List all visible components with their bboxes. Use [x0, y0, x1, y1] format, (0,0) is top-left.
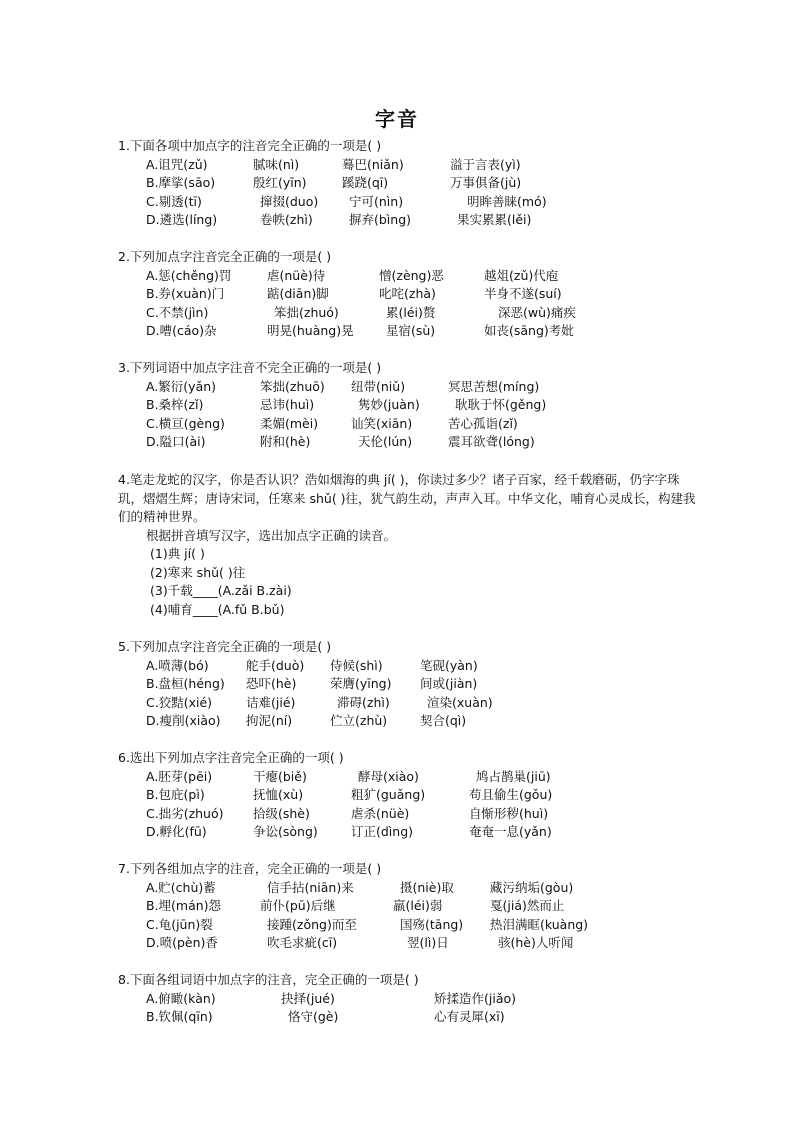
option-item: D.喷(pèn)香	[146, 935, 218, 950]
option-item: 附和(hè)	[260, 434, 311, 449]
option-item: A.诅咒(zǔ)	[146, 156, 208, 172]
option-row	[118, 786, 718, 805]
question-8	[118, 971, 718, 1027]
option-row	[118, 415, 718, 434]
option-item: 羸(léi)弱	[393, 898, 443, 913]
sub-question: (3)千载____(A.zǎi B.zài)	[150, 583, 292, 598]
option-item: 间或(jiàn)	[420, 676, 478, 691]
question-instruction: 根据拼音填写汉字，选出加点字正确的读音。	[146, 527, 397, 543]
question-5	[118, 638, 718, 731]
option-item: 笔砚(yàn)	[420, 657, 478, 673]
sub-question: (4)哺育____(A.fǔ B.bǔ)	[150, 601, 285, 617]
option-item: 热泪满眶(kuàng)	[490, 916, 589, 932]
option-item: A.俯瞰(kàn)	[146, 990, 216, 1006]
option-item: A.胚芽(pēi)	[146, 768, 213, 784]
option-item: 摒弃(bìng)	[349, 212, 412, 227]
option-item: 自惭形秽(huì)	[469, 805, 549, 821]
option-item: 翌(lì)日	[407, 935, 449, 950]
option-item: 隽妙(juàn)	[358, 397, 420, 412]
option-item: 耿耿于怀(gěng)	[455, 397, 547, 412]
question-stem: 6.选出下列加点字注音完全正确的一项( )	[118, 750, 344, 765]
option-item: 蹊跷(qī)	[342, 175, 389, 190]
question-7	[118, 860, 718, 953]
option-item: 虐(nüè)待	[267, 267, 326, 283]
option-item: A.喷薄(bó)	[146, 657, 209, 673]
question-1	[118, 137, 718, 230]
option-item: 舵手(duò)	[246, 657, 305, 673]
option-item: 冥思苦想(míng)	[448, 378, 540, 394]
option-item: 震耳欲聋(lóng)	[448, 434, 535, 449]
option-row	[118, 304, 718, 323]
option-item: 接踵(zǒng)而至	[267, 916, 357, 932]
option-row	[118, 897, 718, 916]
option-item: 踮(diān)脚	[267, 286, 329, 301]
option-item: B.盘桓(héng)	[146, 676, 225, 691]
option-item: 撺掇(duo)	[260, 193, 319, 209]
option-item: 信手拈(niān)来	[267, 879, 354, 895]
option-item: 累(léi)赘	[386, 304, 436, 320]
option-item: C.不禁(jìn)	[146, 304, 209, 320]
question-stem: 1.下面各项中加点字的注音完全正确的一项是( )	[118, 138, 382, 153]
option-item: 半身不遂(suí)	[484, 286, 562, 301]
option-item: 抉择(jué)	[281, 990, 335, 1006]
page-title: 字音	[375, 107, 419, 131]
option-item: 明晃(huàng)晃	[267, 323, 354, 338]
option-item: 前仆(pū)后继	[260, 898, 336, 913]
option-item: C.龟(jūn)裂	[146, 916, 213, 932]
option-item: 笨拙(zhuō)	[260, 378, 325, 394]
question-stem: 4.笔走龙蛇的汉字，你是否认识？浩如烟海的典 jí( )，你读过多少？诸子百家，经千载磨砺，仍字字珠玑，熠熠生辉；唐诗宋词，任寒来 shǔ( )往，犹气韵生动，声声入耳。中华文化，哺育心灵成长，构建我们的精神世界。	[118, 472, 696, 524]
option-item: B.埋(mán)怨	[146, 898, 222, 913]
option-item: 果实累累(lěi)	[457, 212, 532, 227]
option-row	[118, 193, 718, 212]
option-item: A.繁衍(yǎn)	[146, 378, 217, 394]
option-item: 滞碍(zhì)	[337, 694, 390, 710]
option-item: 讪笑(xiān)	[351, 415, 413, 431]
option-item: 忌讳(huì)	[260, 397, 315, 412]
question-stem: 5.下列加点字注音完全正确的一项是( )	[118, 639, 332, 654]
option-item: 争讼(sòng)	[253, 824, 318, 839]
option-item: D.遴选(líng)	[146, 212, 218, 227]
option-item: 万事俱备(jù)	[450, 175, 522, 190]
option-row	[118, 694, 718, 713]
option-row	[118, 433, 718, 452]
question-6	[118, 749, 718, 842]
option-row	[118, 211, 718, 230]
option-item: 殷红(yīn)	[253, 175, 307, 190]
option-row	[118, 675, 718, 694]
option-item: 伫立(zhù)	[330, 713, 388, 728]
option-item: 骇(hè)人听闻	[498, 935, 574, 950]
question-stem: 3.下列词语中加点字注音不完全正确的一项是( )	[118, 360, 382, 375]
option-item: 心有灵犀(xī)	[434, 1009, 505, 1024]
option-item: 摄(niè)取	[400, 879, 454, 895]
question-4	[118, 471, 708, 619]
option-item: 国殇(tāng)	[400, 916, 464, 932]
option-item: 越俎(zǔ)代庖	[484, 267, 559, 283]
option-item: 天伦(lún)	[358, 434, 413, 449]
option-row	[118, 768, 718, 787]
option-item: 拾级(shè)	[253, 805, 310, 821]
option-row	[118, 322, 718, 341]
option-row	[118, 934, 718, 953]
option-item: 溢于言表(yì)	[450, 156, 521, 172]
option-row	[118, 267, 718, 286]
option-item: 笨拙(zhuó)	[274, 304, 339, 320]
option-item: 干瘪(biě)	[253, 768, 307, 784]
option-item: 苟且偷生(gǒu)	[469, 787, 553, 802]
option-item: B.券(xuàn)门	[146, 286, 225, 301]
option-item: 戛(jiá)然而止	[490, 898, 565, 913]
option-item: 荣膺(yīng)	[330, 676, 392, 691]
option-item: 订正(dìng)	[351, 824, 414, 839]
option-item: A.贮(chù)蓄	[146, 879, 216, 895]
option-item: 苦心孤诣(zǐ)	[448, 415, 518, 431]
option-item: 深恶(wù)痛疾	[498, 304, 576, 320]
sub-question: (1)典 jí( )	[150, 546, 205, 561]
option-item: 蓦巴(niǎn)	[342, 156, 404, 172]
option-row	[118, 174, 718, 193]
option-item: 藏污纳垢(gòu)	[490, 879, 574, 895]
option-item: 酵母(xiào)	[358, 768, 419, 784]
option-row	[118, 657, 718, 676]
question-3	[118, 359, 718, 452]
option-item: 虐杀(nüè)	[351, 805, 410, 821]
option-row	[118, 285, 718, 304]
option-row	[118, 879, 718, 898]
option-item: 抚恤(xù)	[253, 787, 304, 802]
option-item: 矫揉造作(jiǎo)	[434, 990, 517, 1006]
option-item: D.瘦削(xiào)	[146, 713, 221, 728]
option-item: B.钦佩(qīn)	[146, 1009, 213, 1024]
option-item: C.剔透(tī)	[146, 193, 202, 209]
option-row	[118, 712, 718, 731]
option-item: 恪守(gè)	[288, 1009, 339, 1024]
option-item: D.隘口(ài)	[146, 434, 206, 449]
option-row	[118, 1008, 718, 1027]
option-row	[118, 396, 718, 415]
option-item: 柔媚(mèi)	[260, 415, 319, 431]
option-item: 粗犷(guǎng)	[351, 787, 426, 802]
option-item: 腻味(nì)	[253, 156, 300, 172]
option-row	[118, 805, 718, 824]
question-stem: 2.下列加点字注音完全正确的一项是( )	[118, 249, 332, 264]
option-row	[118, 990, 718, 1009]
option-item: 拘泥(ní)	[246, 713, 293, 728]
option-item: B.桑梓(zǐ)	[146, 397, 204, 412]
option-item: 契合(qì)	[420, 713, 467, 728]
option-row	[118, 823, 718, 842]
option-item: 渲染(xuàn)	[427, 694, 493, 710]
option-row	[118, 916, 718, 935]
option-item: 鸠占鹊巢(jiū)	[476, 768, 551, 784]
option-row	[118, 156, 718, 175]
option-item: 星宿(sù)	[386, 323, 436, 338]
option-item: 侍候(shì)	[330, 657, 383, 673]
option-item: B.摩挲(sāo)	[146, 175, 216, 190]
question-2	[118, 248, 718, 341]
option-item: C.横亘(gèng)	[146, 415, 225, 431]
option-item: 恐吓(hè)	[246, 676, 297, 691]
option-item: C.拙劣(zhuó)	[146, 805, 224, 821]
option-item: 吹毛求疵(cī)	[267, 935, 338, 950]
option-item: 明眸善睐(mó)	[467, 193, 547, 209]
option-item: B.包庇(pì)	[146, 787, 205, 802]
option-item: A.惩(chěng)罚	[146, 267, 232, 283]
option-item: 卷帙(zhì)	[260, 212, 313, 227]
option-item: 如丧(sāng)考妣	[484, 323, 574, 338]
question-stem: 7.下列各组加点字的注音，完全正确的一项是( )	[118, 861, 382, 876]
option-item: 宁可(nìn)	[349, 193, 404, 209]
option-item: 叱咤(zhà)	[379, 286, 436, 301]
option-item: 诘难(jié)	[246, 694, 296, 710]
option-item: C.狡黠(xié)	[146, 694, 213, 710]
option-row	[118, 378, 718, 397]
sub-question: (2)寒来 shǔ( )往	[150, 564, 246, 580]
option-item: D.孵化(fū)	[146, 824, 207, 839]
option-item: 憎(zèng)恶	[379, 267, 444, 283]
option-item: 奄奄一息(yǎn)	[469, 824, 552, 839]
question-stem: 8.下面各组词语中加点字的注音，完全正确的一项是( )	[118, 972, 419, 987]
option-item: D.嘈(cáo)杂	[146, 323, 217, 338]
option-item: 纽带(niǔ)	[351, 378, 406, 394]
